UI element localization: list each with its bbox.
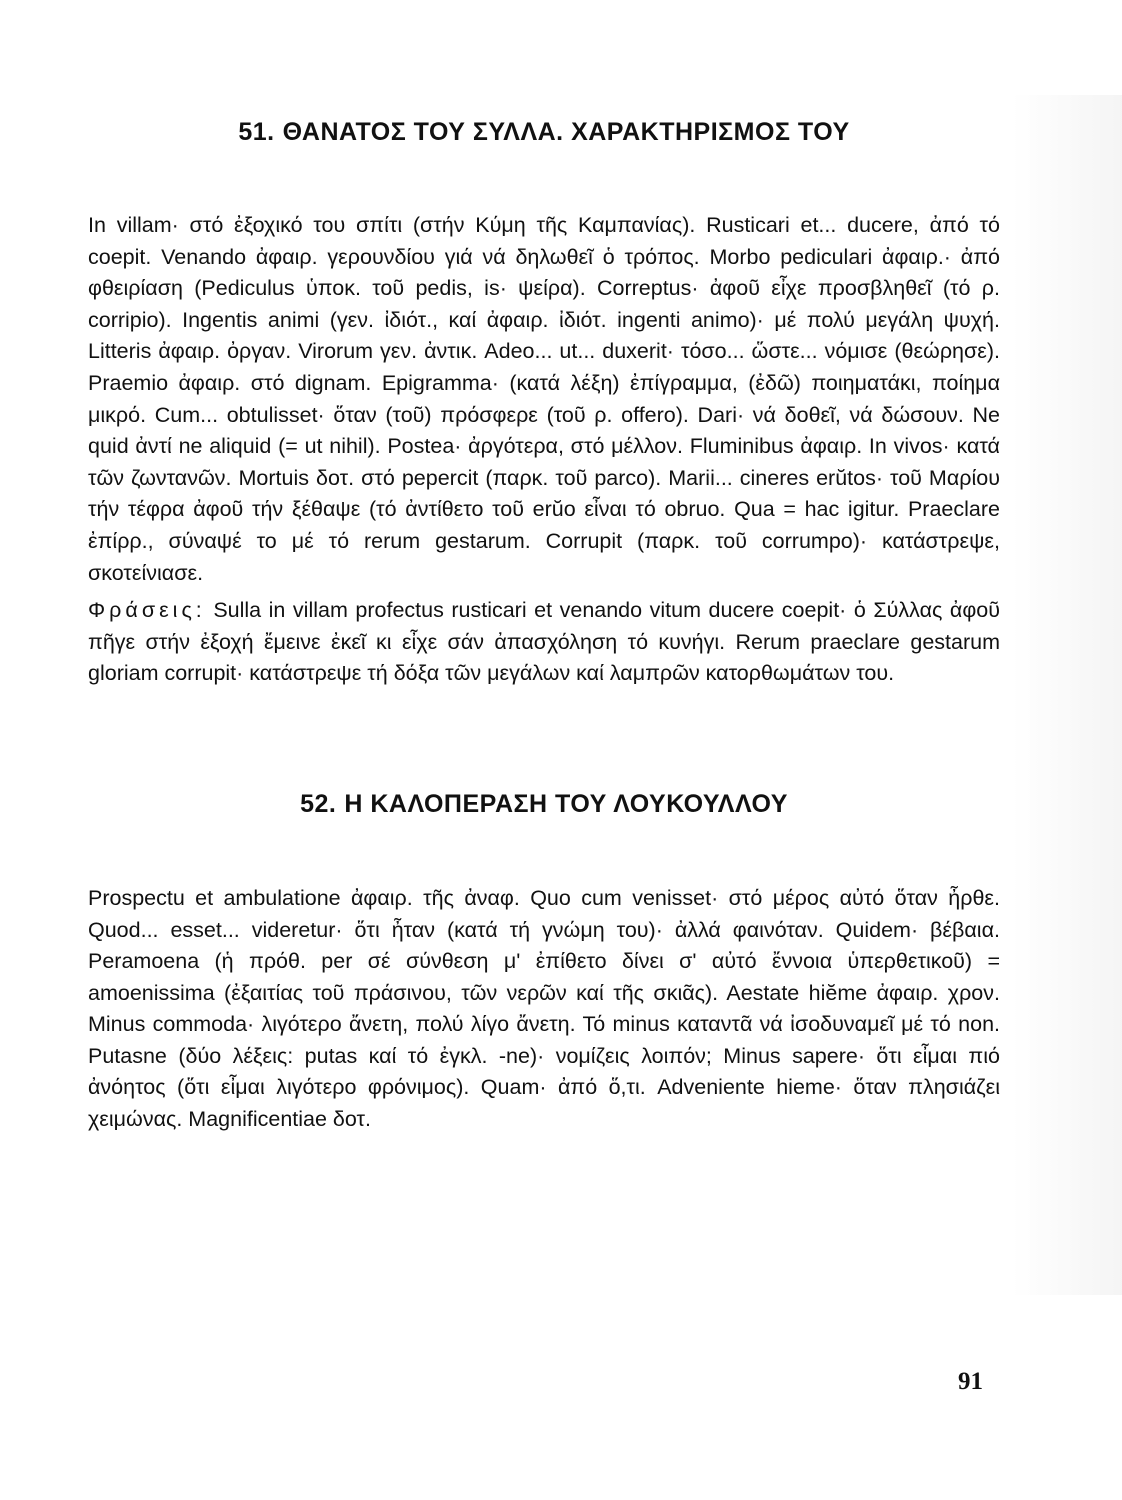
section-51-phrases — [88, 595, 1000, 690]
section-51-number: 51. — [238, 118, 275, 146]
section-52-body: Prospectu et ambulatione ἀφαιρ. τῆς ἀναφ. Quo cum venisset· στό μέρος αὐτό ὅταν ἦρθε. Quod... esset... videretur· ὅτι ἦταν (κατά τή γνώμη του)· ἀλλά φαινόταν. Quidem· βέβαια. Peramoena (ἡ πρόθ. per σέ σύνθεση μ' ἐπίθετο δίνει σ' αὐτό ἔννοια ὑπερθετικοῦ) = amoenissima (ἐξαιτίας τοῦ πράσινου, τῶν νερῶν καί τῆς σκιᾶς). Aestate hiĕme ἀφαιρ. χρον. Minus commoda· λιγότερο ἄνετη, πολύ λίγο ἄνετη. Τό minus καταντᾶ νά ἰσοδυναμεῖ μέ τό non. Putasne (δύο λέξεις: putas καί τό ἐγκλ. -ne)· νομίζεις λοιπόν; Minus sapere· ὅτι εἶμαι πιό ἀνόητος (ὅτι εἶμαι λιγότερο φρόνιμος). Quam· ἀπό ὅ,τι. Adveniente hieme· ὅταν πλησιάζει χειμώνας. Magnificentiae δοτ. — [88, 885, 1000, 1132]
facing-page-shadow — [1012, 95, 1122, 1295]
phrases-label: Φράσεις: — [88, 598, 206, 623]
phrases-text: Sulla in villam profectus rusticari et venando vitum ducere coepit· ὁ Σύλλας ἀφοῦ πῆγε στήν ἐξοχή ἔμεινε ἐκεῖ κι εἶχε σάν ἀπασχόληση τό κυνήγι. Rerum praeclare gestarum gloriam corrupit· κατάστρεψε τή δόξα τῶν μεγάλων καί λαμπρῶν κατορθωμάτων του. — [88, 598, 1000, 686]
section-51-title: ΘΑΝΑΤΟΣ ΤΟΥ ΣΥΛΛΑ. ΧΑΡΑΚΤΗΡΙΣΜΟΣ ΤΟΥ — [282, 118, 850, 146]
section-52-heading — [88, 790, 1000, 819]
page-number: 91 — [958, 1368, 983, 1395]
section-51-heading — [88, 118, 1000, 147]
section-51-body: In villam· στό ἐξοχικό του σπίτι (στήν Κύμη τῆς Καμπανίας). Rusticari et... ducere, ἀπό τό coepit. Venando ἀφαιρ. γερουνδίου γιά νά δηλωθεῖ ὁ τρόπος. Morbo pediculari ἀφαιρ.· ἀπό φθειρίαση (Pediculus ὑποκ. τοῦ pedis, is· ψείρα). Correptus· ἀφοῦ εἶχε προσβληθεῖ (τό ρ. corripio). Ingentis animi (γεν. ἰδιότ., καί ἀφαιρ. ἰδιότ. ingenti animo)· μέ πολύ μεγάλη ψυχή. Litteris ἀφαιρ. ὀργαν. Virorum γεν. ἀντικ. Adeo... ut... duxerit· τόσο... ὥστε... νόμισε (θεώρησε). Praemio ἀφαιρ. στό dignam. Epigramma· (κατά λέξη) ἐπίγραμμα, (ἐδῶ) ποιηματάκι, ποίημα μικρό. Cum... obtulisset· ὅταν (τοῦ) πρόσφερε (τοῦ ρ. offero). Dari· νά δοθεῖ, νά δώσουν. Ne quid ἀντί ne aliquid (= ut nihil). Postea· ἀργότερα, στό μέλλον. Fluminibus ἀφαιρ. In vivos· κατά τῶν ζωντανῶν. Mortuis δοτ. στό pepercit (παρκ. τοῦ parco). Marii... cineres erŭtos· τοῦ Μαρίου τήν τέφρα ἀφοῦ τήν ξέθαψε (τό ἀντίθετο τοῦ erŭo εἶναι τό obruo. Qua = hac igitur. Praeclare ἐπίρρ., σύναψέ το μέ τό rerum gestarum. Corrupit (παρκ. τοῦ corrumpo)· κατάστρεψε, σκοτείνιασε. — [88, 213, 1000, 585]
document-page — [88, 100, 1000, 1136]
section-52-title: Η ΚΑΛΟΠΕΡΑΣΗ ΤΟΥ ΛΟΥΚΟΥΛΛΟΥ — [344, 789, 788, 818]
section-52-number: 52. — [300, 789, 337, 818]
